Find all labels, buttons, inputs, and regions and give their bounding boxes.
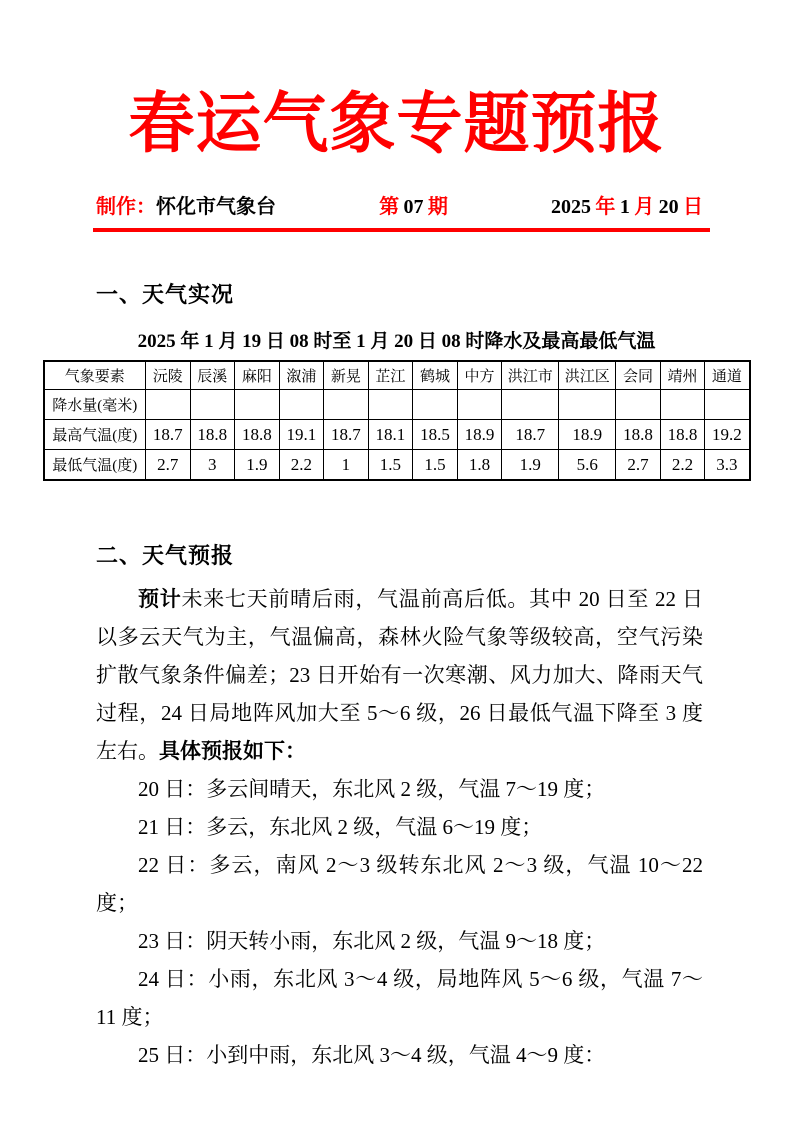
table-cell: 2.7 [146, 450, 191, 480]
table-cell [324, 390, 369, 420]
table-header-row [44, 361, 750, 390]
table-cell [705, 390, 750, 420]
table-cell [660, 390, 705, 420]
col-header-station: 会同 [616, 361, 661, 390]
col-header-station: 通道 [705, 361, 750, 390]
table-cell: 18.8 [660, 420, 705, 450]
date-month: 1 [619, 195, 630, 218]
table-row [44, 390, 750, 420]
table-cell [616, 390, 661, 420]
producer-label: 制作： [96, 195, 156, 218]
forecast-body [96, 580, 703, 1074]
issue-suffix: 期 [427, 195, 448, 218]
table-cell: 5.6 [559, 450, 616, 480]
table-body [44, 390, 750, 480]
producer-name: 怀化市气象台 [156, 195, 276, 218]
masthead-divider-rule [93, 228, 710, 232]
date-year: 2025 [551, 195, 592, 218]
weather-table [43, 360, 751, 481]
table-cell: 18.8 [190, 420, 235, 450]
table-cell: 19.1 [279, 420, 324, 450]
masthead-info-row [96, 190, 703, 219]
table-cell: 2.2 [660, 450, 705, 480]
col-header-station: 沅陵 [146, 361, 191, 390]
row-label: 最高气温(度) [44, 420, 146, 450]
daily-forecast-line: 21 日：多云，东北风 2 级，气温 6～19 度； [138, 814, 543, 839]
col-header-station: 新晃 [324, 361, 369, 390]
table-cell [279, 390, 324, 420]
table-cell: 18.5 [413, 420, 458, 450]
col-header-station: 洪江区 [559, 361, 616, 390]
document-title: 春运气象专题预报 [128, 88, 665, 161]
table-cell: 1.5 [368, 450, 413, 480]
table-cell [502, 390, 559, 420]
table-cell: 18.8 [235, 420, 280, 450]
table-cell: 3.3 [705, 450, 750, 480]
col-header-element: 气象要素 [44, 361, 146, 390]
col-header-station: 鹤城 [413, 361, 458, 390]
row-label: 降水量(毫米) [44, 390, 146, 420]
table-cell [457, 390, 502, 420]
table-cell [413, 390, 458, 420]
date-day-unit: 日 [682, 195, 703, 218]
table-cell: 1.9 [235, 450, 280, 480]
weather-table-title: 2025 年 1 月 19 日 08 时至 1 月 20 日 08 时降水及最高最低气温 [137, 330, 656, 352]
table-cell: 18.9 [457, 420, 502, 450]
issue-number: 07 [403, 195, 424, 218]
table-cell: 1.5 [413, 450, 458, 480]
daily-forecast-line: 20 日：多云间晴天，东北风 2 级，气温 7～19 度； [138, 776, 606, 801]
col-header-station: 靖州 [660, 361, 705, 390]
table-cell: 18.9 [559, 420, 616, 450]
table-cell: 18.7 [146, 420, 191, 450]
daily-forecast-line: 22 日：多云，南风 2～3 级转东北风 2～3 级，气温 10～22 度； [96, 852, 703, 915]
lead-paragraph-bold-text: 预计 [138, 586, 182, 611]
table-cell: 1.9 [502, 450, 559, 480]
section-heading-forecast: 二、天气预报 [96, 542, 235, 568]
col-header-station: 麻阳 [235, 361, 280, 390]
table-cell: 1.8 [457, 450, 502, 480]
date-day: 20 [658, 195, 679, 218]
table-cell: 2.2 [279, 450, 324, 480]
section-heading-observed: 一、天气实况 [96, 281, 235, 307]
masthead [0, 0, 793, 232]
table-cell: 18.7 [502, 420, 559, 450]
table-cell: 2.7 [616, 450, 661, 480]
table-cell [559, 390, 616, 420]
producer-field [96, 190, 276, 219]
col-header-station: 溆浦 [279, 361, 324, 390]
table-row [44, 450, 750, 480]
date-field [551, 190, 703, 219]
col-header-station: 辰溪 [190, 361, 235, 390]
forecast-lead-paragraph [96, 580, 703, 770]
daily-forecast-list [96, 770, 703, 1074]
table-cell: 1 [324, 450, 369, 480]
daily-forecast-line: 25 日：小到中雨，东北风 3～4 级，气温 4～9 度： [138, 1042, 606, 1067]
daily-forecast-line: 24 日：小雨，东北风 3～4 级，局地阵风 5～6 级，气温 7～11 度； [96, 966, 703, 1029]
table-cell [190, 390, 235, 420]
col-header-station: 芷江 [368, 361, 413, 390]
table-row [44, 420, 750, 450]
lead-paragraph-bold-text: 具体预报如下： [159, 738, 306, 763]
table-cell: 3 [190, 450, 235, 480]
table-cell [235, 390, 280, 420]
table-cell: 18.1 [368, 420, 413, 450]
table-cell: 19.2 [705, 420, 750, 450]
row-label: 最低气温(度) [44, 450, 146, 480]
col-header-station: 中方 [457, 361, 502, 390]
issue-prefix: 第 [379, 195, 400, 218]
col-header-station: 洪江市 [502, 361, 559, 390]
issue-field [379, 190, 448, 219]
table-cell: 18.7 [324, 420, 369, 450]
date-month-unit: 月 [634, 195, 655, 218]
table-cell [368, 390, 413, 420]
table-cell [146, 390, 191, 420]
table-cell: 18.8 [616, 420, 661, 450]
date-year-unit: 年 [595, 195, 616, 218]
lead-paragraph-text: 未来七天前晴后雨，气温前高后低。其中 20 日至 22 日以多云天气为主，气温偏高，森林火险气象等级较高，空气污染扩散气象条件偏差；23 日开始有一次寒潮、风力加大、降雨天气过程，24 日局地阵风加大至 5～6 级，26 日最低气温下降至 3 度左右。 [96, 586, 704, 763]
daily-forecast-line: 23 日：阴天转小雨，东北风 2 级，气温 9～18 度； [138, 928, 606, 953]
